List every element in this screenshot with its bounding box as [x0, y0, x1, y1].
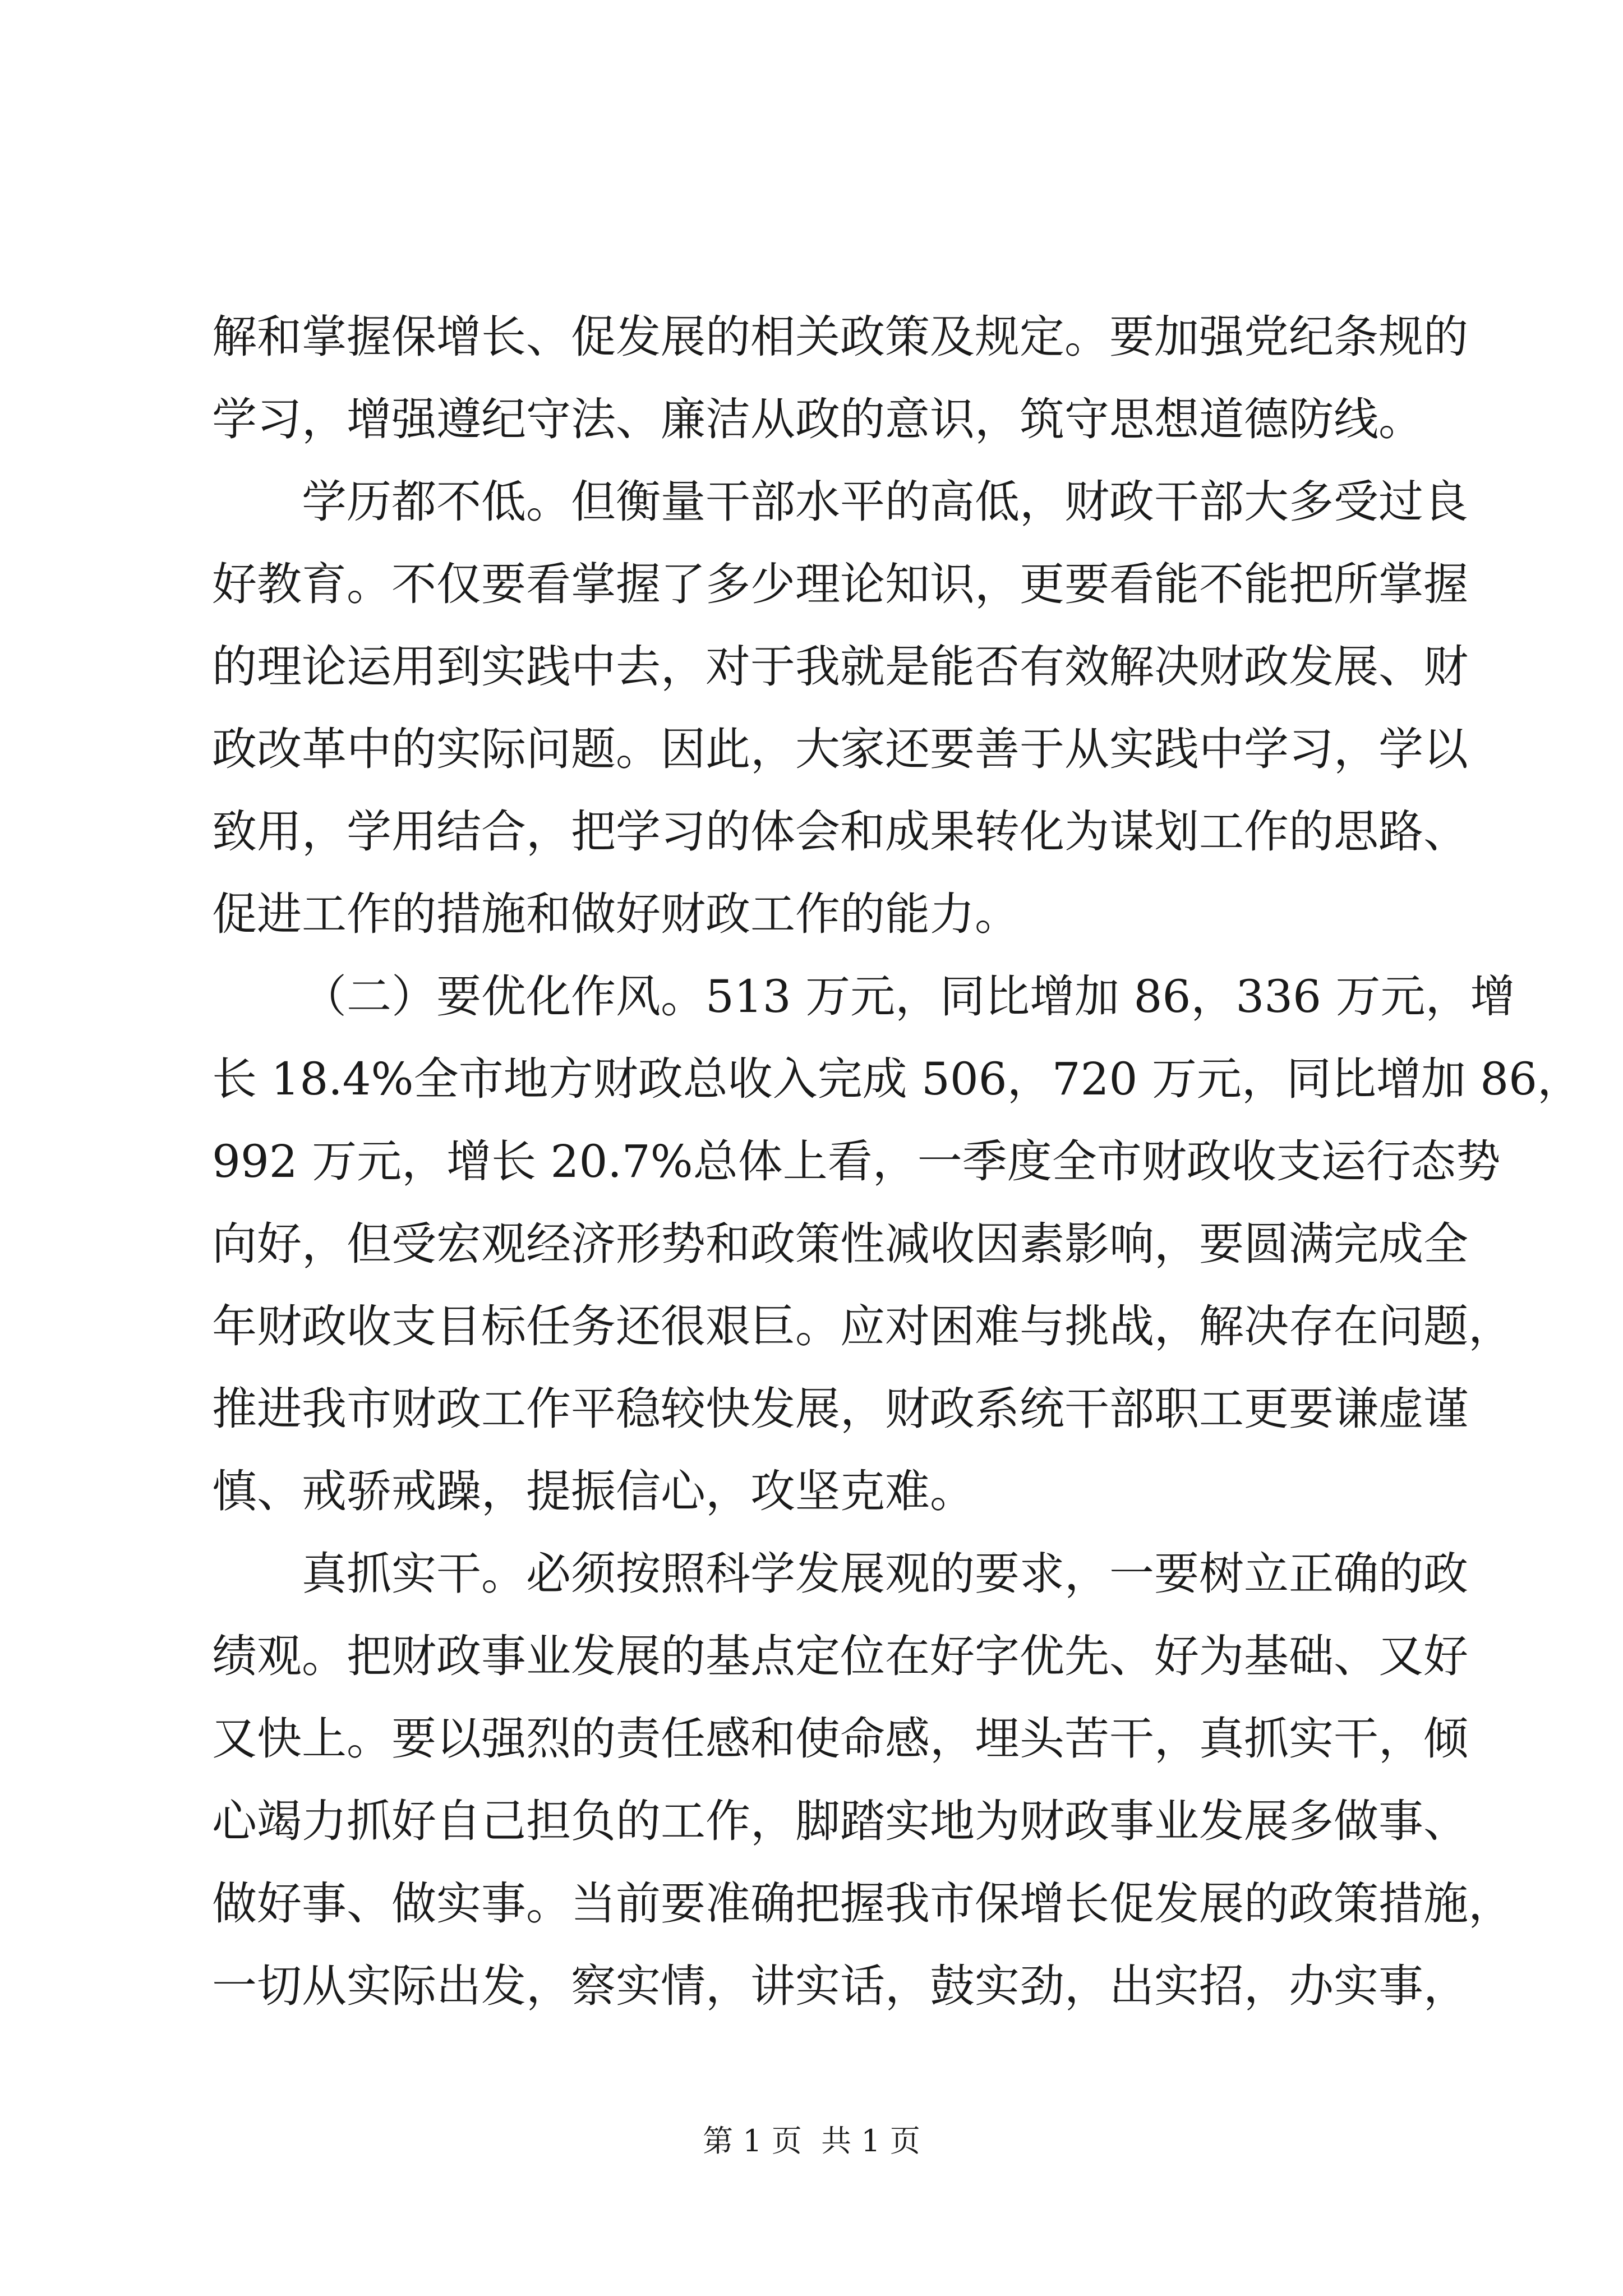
text-line: 学历都不低。但衡量干部水平的高低，财政干部大多受过良 — [302, 476, 1468, 528]
text-line: 真抓实干。必须按照科学发展观的要求，一要树立正确的政 — [302, 1548, 1468, 1600]
text-line: 致用，学用结合，把学习的体会和成果转化为谋划工作的思路、 — [212, 806, 1468, 858]
text-line: 促进工作的措施和做好财政工作的能力。 — [212, 888, 1020, 940]
text-line: 解和掌握保增长、促发展的相关政策及规定。要加强党纪条规的 — [212, 311, 1468, 363]
text-line: 一切从实际出发，察实情，讲实话，鼓实劲，出实招，办实事， — [212, 1960, 1468, 2012]
text-line: 的理论运用到实践中去，对于我就是能否有效解决财政发展、财 — [212, 641, 1468, 693]
text-line: 992 万元，增长 20.7%总体上看，一季度全市财政收支运行态势 — [212, 1135, 1501, 1188]
text-line: 绩观。把财政事业发展的基点定位在好字优先、好为基础、又好 — [212, 1630, 1468, 1682]
text-line: 年财政收支目标任务还很艰巨。应对困难与挑战，解决存在问题， — [212, 1300, 1513, 1352]
text-line: （二）要优化作风。513 万元，同比增加 86，336 万元，增 — [302, 970, 1515, 1023]
text-line: 推进我市财政工作平稳较快发展，财政系统干部职工更要谦虚谨 — [212, 1383, 1468, 1435]
page-number-footer: 第 1 页 共 1 页 — [703, 2123, 920, 2159]
text-line: 又快上。要以强烈的责任感和使命感，埋头苦干，真抓实干，倾 — [212, 1713, 1468, 1765]
text-line: 长 18.4%全市地方财政总收入完成 506，720 万元，同比增加 86， — [212, 1053, 1583, 1105]
text-line: 学习，增强遵纪守法、廉洁从政的意识，筑守思想道德防线。 — [212, 393, 1423, 445]
text-line: 心竭力抓好自己担负的工作，脚踏实地为财政事业发展多做事、 — [212, 1795, 1468, 1847]
text-line: 向好，但受宏观经济形势和政策性减收因素影响，要圆满完成全 — [212, 1218, 1468, 1270]
text-line: 政改革中的实际问题。因此，大家还要善于从实践中学习，学以 — [212, 723, 1468, 775]
text-line: 好教育。不仅要看掌握了多少理论知识，更要看能不能把所掌握 — [212, 558, 1468, 610]
text-line: 做好事、做实事。当前要准确把握我市保增长促发展的政策措施， — [212, 1878, 1513, 1930]
text-line: 慎、戒骄戒躁，提振信心，攻坚克难。 — [212, 1465, 975, 1517]
